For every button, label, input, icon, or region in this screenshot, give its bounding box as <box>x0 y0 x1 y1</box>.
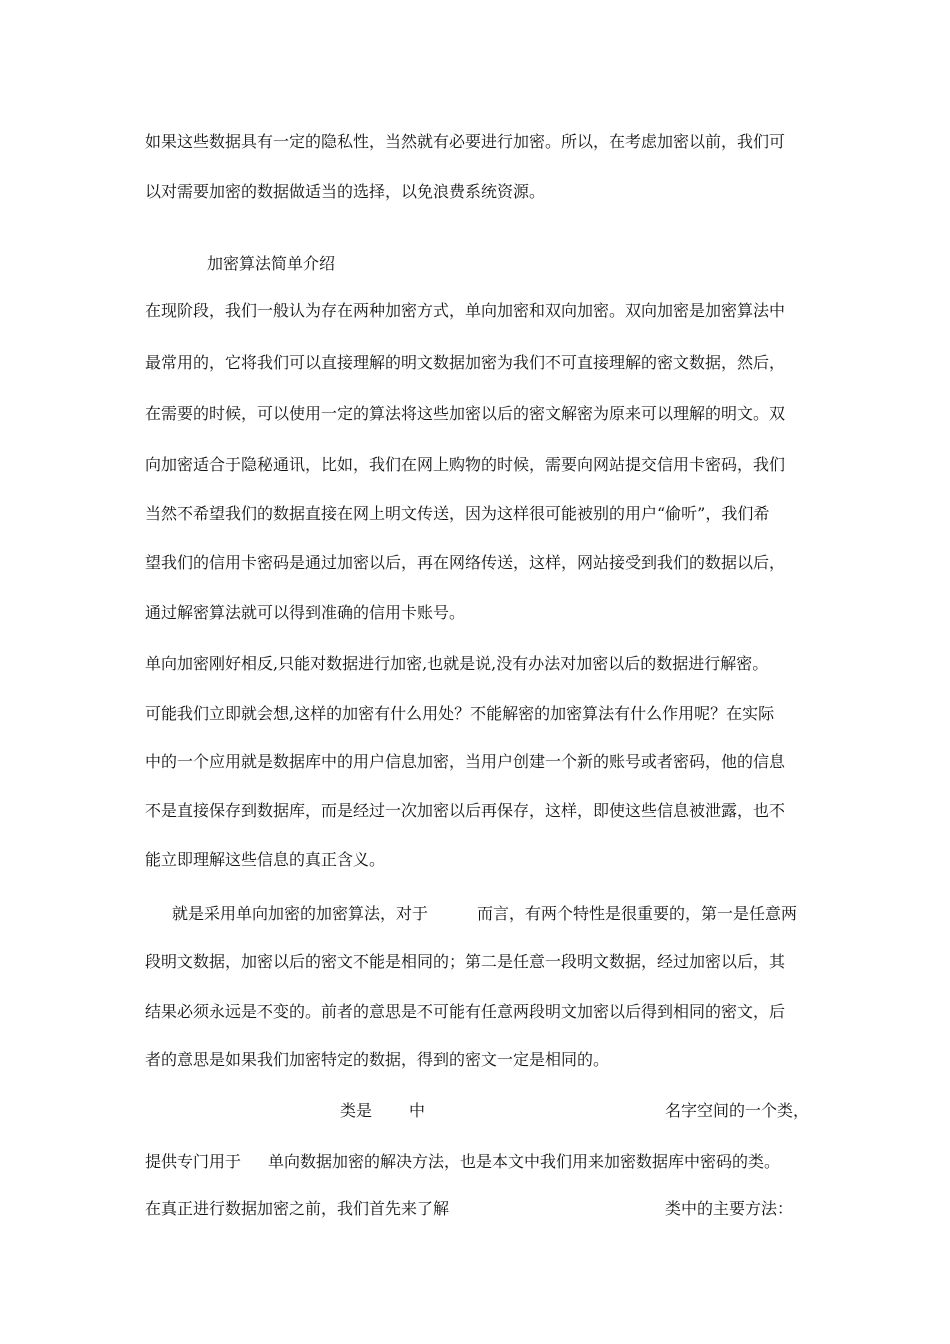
para4-line-1-part-b: 中 <box>409 1101 426 1120</box>
para3-line-3: 结果必须永远是不变的。前者的意思是不可能有任意两段明文加密以后得到相同的密文，后 <box>145 1002 786 1021</box>
intro-line-2: 以对需要加密的数据做适当的选择，以免浪费系统资源。 <box>145 182 546 201</box>
para2-line-3: 中的一个应用就是数据库中的用户信息加密，当用户创建一个新的账号或者密码，他的信息 <box>145 752 786 771</box>
intro-line-1: 如果这些数据具有一定的隐私性，当然就有必要进行加密。所以，在考虑加密以前，我们可 <box>145 132 786 151</box>
para1-line-3: 在需要的时候，可以使用一定的算法将这些加密以后的密文解密为原来可以理解的明文。双 <box>145 404 786 423</box>
para2-line-1: 单向加密刚好相反,只能对数据进行加密,也就是说,没有办法对加密以后的数据进行解密。 <box>145 654 769 673</box>
para1-line-7: 通过解密算法就可以得到准确的信用卡账号。 <box>145 603 466 622</box>
para3-line-4: 者的意思是如果我们加密特定的数据，得到的密文一定是相同的。 <box>145 1050 610 1069</box>
para2-line-5: 能立即理解这些信息的真正含义。 <box>145 850 386 869</box>
para2-line-4: 不是直接保存到数据库，而是经过一次加密以后再保存，这样，即使这些信息被泄露，也不 <box>145 801 786 820</box>
para4-line-2-part-b: 单向数据加密的解决方法，也是本文中我们用来加密数据库中密码的类。 <box>268 1152 781 1171</box>
para4-line-3-part-b: 类中的主要方法： <box>665 1199 794 1218</box>
para1-line-5: 当然不希望我们的数据直接在网上明文传送，因为这样很可能被别的用户“偷听”，我们希 <box>145 504 770 523</box>
para4-line-1-part-c: 名字空间的一个类， <box>665 1101 810 1120</box>
para2-line-2: 可能我们立即就会想,这样的加密有什么用处？不能解密的加密算法有什么作用呢？在实际 <box>145 704 775 723</box>
para1-line-2: 最常用的，它将我们可以直接理解的明文数据加密为我们不可直接理解的密文数据，然后， <box>145 353 786 372</box>
para4-line-3-part-a: 在真正进行数据加密之前，我们首先来了解 <box>145 1199 450 1218</box>
para3-line-2: 段明文数据，加密以后的密文不能是相同的；第二是任意一段明文数据，经过加密以后，其 <box>145 952 786 971</box>
para1-line-1: 在现阶段，我们一般认为存在两种加密方式，单向加密和双向加密。双向加密是加密算法中 <box>145 301 786 320</box>
para4-line-1-part-a: 类是 <box>340 1101 373 1120</box>
para1-line-6: 望我们的信用卡密码是通过加密以后，再在网络传送，这样，网站接受到我们的数据以后， <box>145 553 786 572</box>
para3-line-1-part-a: 就是采用单向加密的加密算法，对于 <box>172 904 429 923</box>
para3-line-1-part-b: 而言，有两个特性是很重要的，第一是任意两 <box>477 904 798 923</box>
section-heading: 加密算法简单介绍 <box>207 254 336 273</box>
para4-line-2-part-a: 提供专门用于 <box>145 1152 242 1171</box>
para1-line-4: 向加密适合于隐秘通讯，比如，我们在网上购物的时候，需要向网站提交信用卡密码，我们 <box>145 455 786 474</box>
